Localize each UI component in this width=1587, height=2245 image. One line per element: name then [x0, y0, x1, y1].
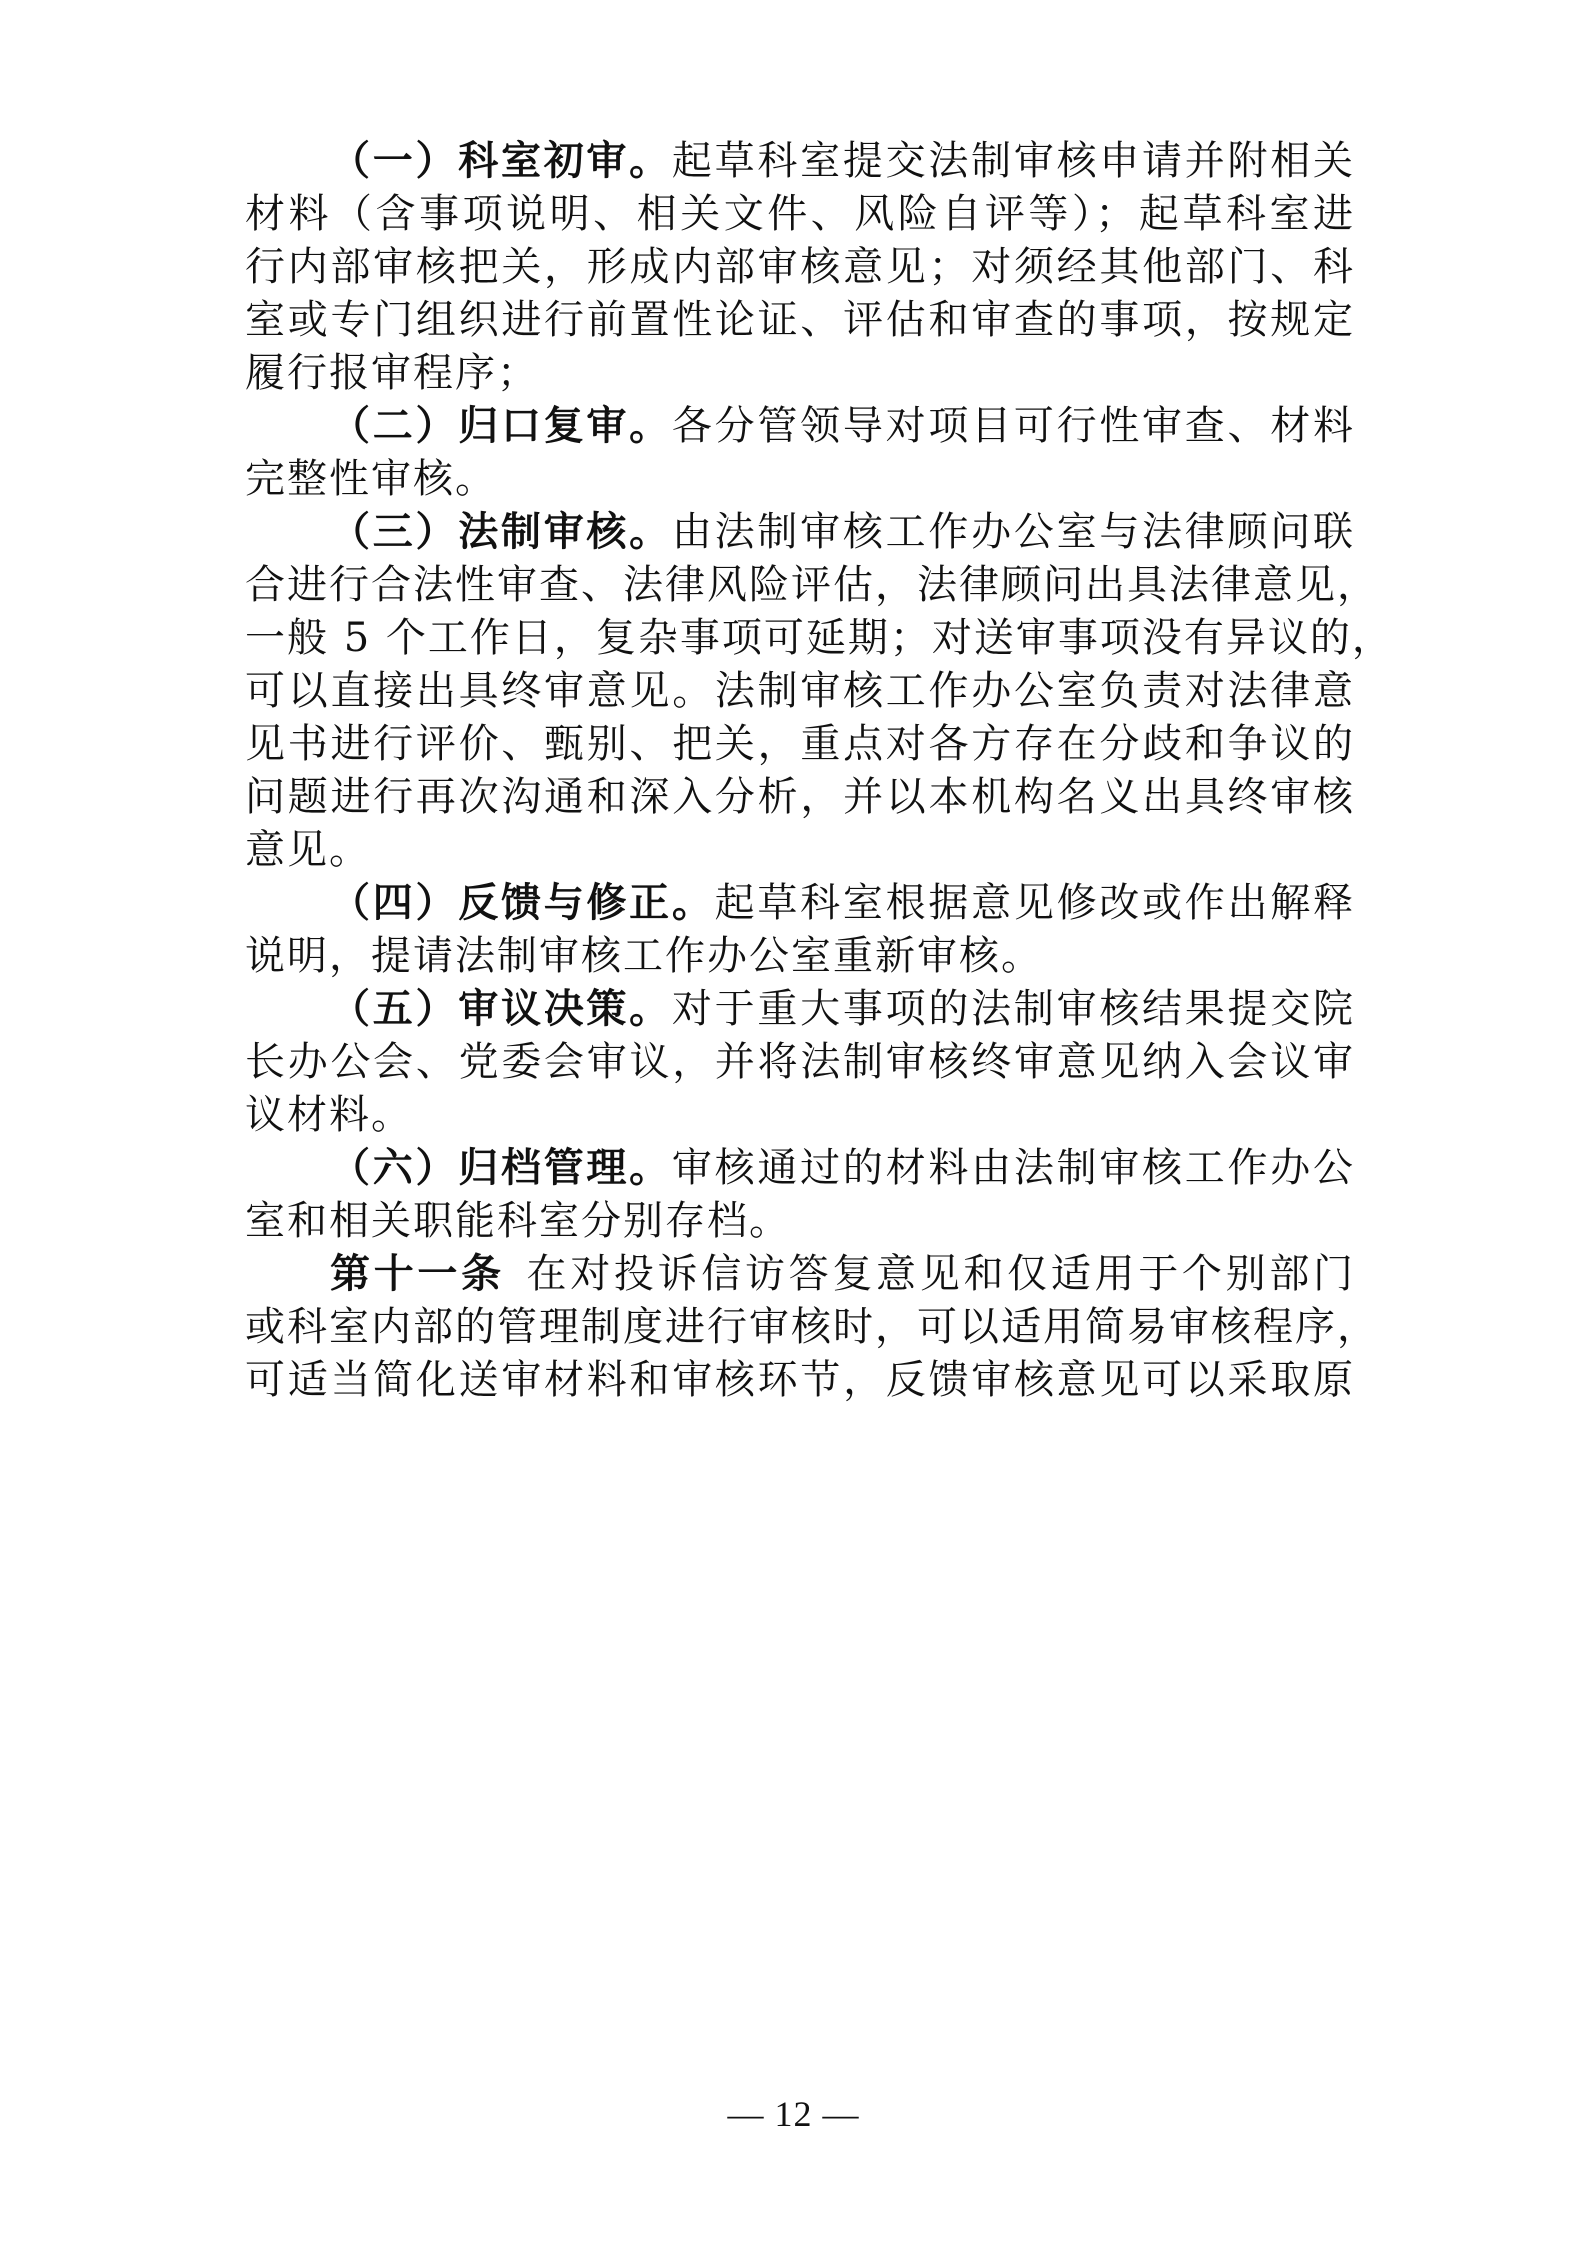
paragraph-4-line-2: 说明，提请法制审核工作办公室重新审核。 — [245, 933, 1043, 979]
paragraph-3-line-3: 一般 5 个工作日，复杂事项可延期；对送审事项没有异议的， — [245, 615, 1394, 661]
paragraph-1-line-3: 行内部审核把关，形成内部审核意见；对须经其他部门、科 — [245, 244, 1355, 290]
paragraph-3-line-7: 意见。 — [245, 827, 371, 873]
section-heading-3: （三）法制审核。 — [330, 508, 672, 555]
paragraph-text: 对于重大事项的法制审核结果提交院 — [671, 986, 1356, 1032]
section-heading-6: （六）归档管理。 — [330, 1144, 672, 1191]
article-11-line-2: 或科室内部的管理制度进行审核时，可以适用简易审核程序， — [245, 1304, 1379, 1350]
section-heading-4: （四）反馈与修正。 — [330, 879, 715, 926]
paragraph-text: 审核通过的材料由法制审核工作办公 — [671, 1145, 1356, 1191]
paragraph-3-line-2: 合进行合法性审查、法律风险评估，法律顾问出具法律意见， — [245, 562, 1379, 608]
paragraph-2-line-1 — [330, 400, 1355, 452]
article-11-line-1 — [330, 1248, 1355, 1300]
paragraph-1-line-1 — [330, 135, 1355, 187]
paragraph-text: 在对投诉信访答复意见和仅适用于个别部门 — [524, 1251, 1356, 1297]
paragraph-2-line-2: 完整性审核。 — [245, 456, 497, 502]
paragraph-6-line-1 — [330, 1142, 1355, 1194]
paragraph-3-line-1 — [330, 506, 1355, 558]
paragraph-1-line-5: 履行报审程序； — [245, 350, 539, 396]
paragraph-5-line-1 — [330, 983, 1355, 1035]
page-number: — 12 — — [727, 2094, 860, 2134]
paragraph-5-line-2: 长办公会、党委会审议，并将法制审核终审意见纳入会议审 — [245, 1039, 1355, 1085]
paragraph-4-line-1 — [330, 877, 1355, 929]
paragraph-text: 由法制审核工作办公室与法律顾问联 — [671, 509, 1356, 555]
paragraph-text: 各分管领导对项目可行性审查、材料 — [671, 403, 1356, 449]
paragraph-3-line-6: 问题进行再次沟通和深入分析，并以本机构名义出具终审核 — [245, 774, 1355, 820]
paragraph-1-line-4: 室或专门组织进行前置性论证、评估和审查的事项，按规定 — [245, 297, 1355, 343]
paragraph-1-line-2: 材料（含事项说明、相关文件、风险自评等）；起草科室进 — [245, 191, 1355, 237]
paragraph-3-line-5: 见书进行评价、甄别、把关，重点对各方存在分歧和争议的 — [245, 721, 1355, 767]
paragraph-5-line-3: 议材料。 — [245, 1092, 413, 1138]
paragraph-text: 起草科室根据意见修改或作出解释 — [714, 880, 1356, 926]
paragraph-6-line-2: 室和相关职能科室分别存档。 — [245, 1198, 791, 1244]
paragraph-text: 起草科室提交法制审核申请并附相关 — [671, 138, 1356, 184]
section-heading-5: （五）审议决策。 — [330, 985, 672, 1032]
section-heading-1: （一）科室初审。 — [330, 137, 672, 184]
article-number: 第十一条 — [330, 1251, 505, 1297]
paragraph-3-line-4: 可以直接出具终审意见。法制审核工作办公室负责对法律意 — [245, 668, 1355, 714]
section-heading-2: （二）归口复审。 — [330, 402, 672, 449]
article-11-line-3: 可适当简化送审材料和审核环节，反馈审核意见可以采取原 — [245, 1357, 1355, 1403]
